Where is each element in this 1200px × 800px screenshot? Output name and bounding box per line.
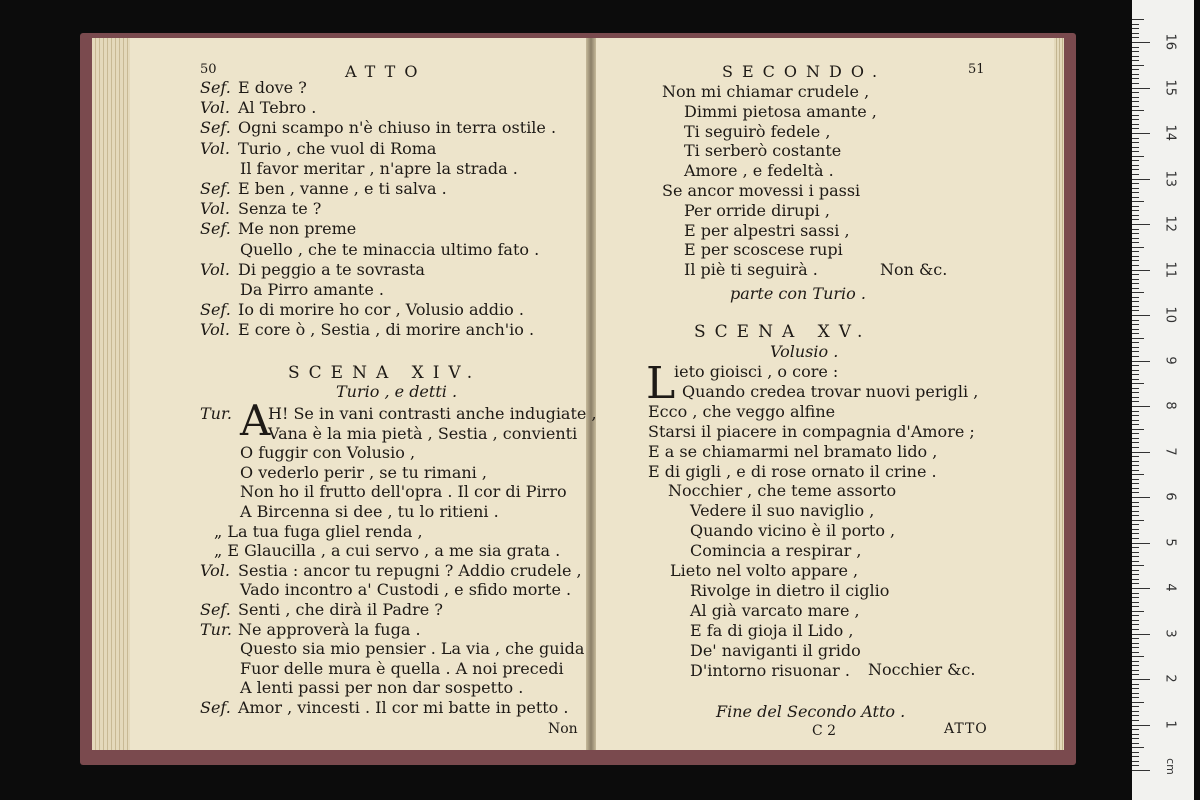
ruler-tick	[1132, 602, 1139, 603]
ruler-tick	[1132, 74, 1139, 75]
ruler-number: 16	[1162, 33, 1178, 51]
end-note: Fine del Secondo Atto .	[716, 702, 906, 721]
verse-line: E per alpestri sassi ,	[684, 220, 850, 240]
ruler-tick	[1132, 297, 1139, 298]
ruler-tick	[1132, 647, 1139, 648]
ruler-tick	[1132, 28, 1139, 29]
ruler-tick	[1132, 606, 1139, 607]
ruler-tick	[1132, 515, 1139, 516]
ruler-tick	[1132, 438, 1139, 439]
verse-line: Se ancor movessi i passi	[662, 181, 861, 200]
ruler-tick	[1132, 688, 1139, 689]
ruler-tick	[1132, 101, 1139, 102]
ruler-tick	[1132, 392, 1139, 393]
ruler-tick	[1132, 624, 1139, 625]
speaker-label: Sef.	[200, 600, 231, 619]
dialogue-line: Non ho il frutto dell'opra . Il cor di Pirro	[240, 482, 567, 502]
ruler-tick	[1132, 520, 1144, 521]
speaker-label: Vol.	[200, 560, 230, 580]
verse-line: Rivolge in dietro il ciglio	[690, 580, 890, 600]
dialogue-line: „ La tua fuga gliel renda ,	[214, 521, 423, 541]
ruler-tick	[1132, 643, 1139, 644]
ruler-tick	[1132, 338, 1144, 339]
ruler-tick	[1132, 429, 1144, 430]
ruler-number: 10	[1162, 306, 1178, 324]
left-running-head: ATTO	[345, 62, 427, 81]
ruler-number: 14	[1162, 124, 1178, 142]
ruler-tick	[1132, 697, 1139, 698]
verse-line: Il piè ti seguirà .	[684, 260, 818, 280]
verse-line: Ti seguirò fedele ,	[684, 121, 831, 141]
ruler-tick	[1132, 37, 1139, 38]
ruler-tick	[1132, 574, 1139, 575]
ruler-tick	[1132, 547, 1139, 548]
verse-line: Amore , e fedeltà .	[684, 161, 834, 181]
ruler-tick	[1132, 479, 1139, 480]
ruler-tick	[1132, 597, 1139, 598]
ruler-tick	[1132, 133, 1150, 134]
ruler-tick	[1132, 165, 1139, 166]
ruler-tick	[1132, 656, 1144, 657]
ruler-tick	[1132, 160, 1139, 161]
ruler-tick	[1132, 274, 1139, 275]
ruler-tick	[1132, 42, 1150, 43]
ruler-tick	[1132, 629, 1139, 630]
ruler-tick	[1132, 233, 1139, 234]
left-scene-title: SCENA XIV.	[288, 363, 482, 383]
dialogue-line: Ogni scampo n'è chiuso in terra ostile .	[238, 118, 557, 138]
ruler-tick	[1132, 110, 1144, 111]
left-catchword: Non	[548, 721, 578, 737]
ruler-tick	[1132, 770, 1150, 771]
ruler-tick	[1132, 634, 1150, 635]
dialogue-line: Me non preme	[238, 219, 357, 239]
dialogue-line: O fuggir con Volusio ,	[240, 443, 416, 463]
ruler-tick	[1132, 506, 1139, 507]
drop-cap-speaker: Tur.	[200, 404, 232, 423]
ruler-number: 7	[1162, 446, 1178, 456]
ruler-tick	[1132, 524, 1139, 525]
measuring-ruler	[1132, 0, 1194, 800]
ruler-tick	[1132, 747, 1144, 748]
ruler-tick	[1132, 579, 1139, 580]
ruler-tick	[1132, 711, 1139, 712]
dialogue-line: H! Se in vani contrasti anche indugiate ,	[268, 404, 597, 423]
dialogue-line: Questo sia mio pensier . La via , che guida	[240, 639, 585, 659]
verse-line: Non mi chiamar crudele ,	[662, 82, 870, 101]
ruler-tick	[1132, 720, 1139, 721]
dialogue-line: A Bircenna si dee , tu lo ritieni .	[240, 502, 499, 521]
ruler-tick	[1132, 752, 1139, 753]
ruler-tick	[1132, 306, 1139, 307]
ruler-tick	[1132, 420, 1139, 421]
ruler-tick	[1132, 270, 1150, 271]
ruler-tick	[1132, 552, 1139, 553]
ruler-tick	[1132, 169, 1139, 170]
verse-line: Quando credea trovar nuovi perigli ,	[682, 381, 979, 401]
ruler-tick	[1132, 138, 1139, 139]
speaker-label: Vol.	[200, 199, 230, 219]
ruler-tick	[1132, 151, 1139, 152]
ruler-tick	[1132, 192, 1139, 193]
ruler-tick	[1132, 256, 1139, 257]
ruler-number: 1	[1162, 719, 1178, 729]
ruler-tick	[1132, 247, 1144, 248]
ruler-tick	[1132, 215, 1139, 216]
ruler-tick	[1132, 765, 1139, 766]
ruler-tick	[1132, 497, 1150, 498]
speaker-label: Sef.	[200, 78, 231, 97]
ruler-number: 2	[1162, 674, 1178, 683]
ruler-tick	[1132, 679, 1150, 680]
ruler-tick	[1132, 465, 1139, 466]
dialogue-line: Il favor meritar , n'apre la strada .	[240, 158, 518, 178]
dialogue-line: Fuor delle mura è quella . A noi precedi	[240, 658, 564, 678]
ruler-tick	[1132, 92, 1139, 93]
ruler-tick	[1132, 279, 1139, 280]
ruler-tick	[1132, 206, 1139, 207]
book-gutter	[586, 38, 596, 750]
ruler-tick	[1132, 693, 1139, 694]
dialogue-line: E dove ?	[238, 78, 307, 97]
left-scene-cast: Turio , e detti .	[336, 382, 458, 401]
ruler-number: 8	[1162, 401, 1178, 410]
speaker-label: Vol.	[200, 138, 230, 158]
ruler-number: 3	[1162, 628, 1178, 638]
ruler-tick	[1132, 292, 1144, 293]
ruler-tick	[1132, 201, 1144, 202]
ruler-tick	[1132, 106, 1139, 107]
signature-mark: C 2	[812, 723, 837, 739]
ruler-tick	[1132, 756, 1139, 757]
verse-line: Comincia a respirar ,	[690, 541, 862, 561]
ruler-tick	[1132, 543, 1150, 544]
dialogue-line: O vederlo perir , se tu rimani ,	[240, 462, 487, 482]
ruler-tick	[1132, 56, 1139, 57]
dialogue-line: Vado incontro a' Custodi , e sfido morte .	[240, 580, 572, 600]
ruler-tick	[1132, 483, 1139, 484]
speaker-label: Vol.	[200, 320, 230, 340]
ruler-tick	[1132, 570, 1139, 571]
ruler-unit: cm	[1163, 758, 1177, 775]
ruler-tick	[1132, 324, 1139, 325]
page-edges-left	[92, 38, 132, 750]
ruler-tick	[1132, 415, 1139, 416]
right-running-head: SECONDO.	[722, 62, 887, 81]
ruler-tick	[1132, 738, 1139, 739]
ruler-tick	[1132, 411, 1139, 412]
speaker-label: Tur.	[200, 619, 232, 639]
ruler-tick	[1132, 611, 1144, 612]
speaker-label: Sef.	[200, 179, 231, 198]
ruler-number: 11	[1162, 261, 1178, 278]
ruler-tick	[1132, 310, 1139, 311]
verse-line: Vedere il suo naviglio ,	[690, 501, 875, 521]
dialogue-line: Quello , che te minaccia ultimo fato .	[240, 239, 540, 259]
ruler-tick	[1132, 715, 1139, 716]
ruler-tick	[1132, 502, 1139, 503]
verse-line: D'intorno risuonar .	[690, 660, 850, 680]
ruler-tick	[1132, 65, 1144, 66]
ruler-tick	[1132, 188, 1139, 189]
dialogue-line: Senti , che dirà il Padre ?	[238, 600, 443, 619]
ruler-tick	[1132, 342, 1139, 343]
ruler-tick	[1132, 115, 1139, 116]
ruler-tick	[1132, 397, 1139, 398]
ruler-tick	[1132, 615, 1139, 616]
verse-line: ieto gioisci , o core :	[674, 362, 839, 381]
ruler-tick	[1132, 315, 1150, 316]
dialogue-line: Di peggio a te sovrasta	[238, 259, 425, 279]
ruler-tick	[1132, 433, 1139, 434]
ruler-tick	[1132, 593, 1139, 594]
ruler-tick	[1132, 447, 1139, 448]
ruler-tick	[1132, 156, 1144, 157]
ruler-tick	[1132, 406, 1150, 407]
ruler-tick	[1132, 725, 1150, 726]
ruler-tick	[1132, 474, 1144, 475]
verse-line: Lieto nel volto appare ,	[670, 561, 859, 580]
ruler-tick	[1132, 83, 1139, 84]
ruler-tick	[1132, 620, 1139, 621]
ruler-tick	[1132, 379, 1139, 380]
ruler-tick	[1132, 670, 1139, 671]
ruler-tick	[1132, 729, 1139, 730]
ruler-tick	[1132, 229, 1139, 230]
ruler-tick	[1132, 661, 1139, 662]
ruler-tick	[1132, 288, 1139, 289]
ruler-tick	[1132, 224, 1150, 225]
ruler-tick	[1132, 320, 1139, 321]
ruler-number: 9	[1162, 355, 1178, 365]
ruler-tick	[1132, 351, 1139, 352]
speaker-label: Vol.	[200, 259, 230, 279]
dialogue-line: Io di morire ho cor , Volusio addio .	[238, 300, 524, 320]
verse-line: De' naviganti il grido	[690, 640, 861, 660]
verse-line: E per scoscese rupi	[684, 240, 843, 260]
dialogue-line: Vana è la mia pietà , Sestia , convienti	[268, 423, 578, 443]
ruler-tick	[1132, 119, 1139, 120]
verse-line: E di gigli , e di rose ornato il crine .	[648, 461, 937, 481]
ruler-number: 12	[1162, 215, 1178, 233]
dialogue-line: Ne approverà la fuga .	[238, 619, 421, 639]
ruler-tick	[1132, 424, 1139, 425]
speaker-label: Sef.	[200, 698, 231, 717]
ruler-tick	[1132, 492, 1139, 493]
dialogue-line: Da Pirro amante .	[240, 280, 384, 299]
dialogue-line: Amor , vincesti . Il cor mi batte in petto .	[238, 698, 569, 717]
ruler-tick	[1132, 442, 1139, 443]
ruler-tick	[1132, 283, 1139, 284]
ruler-tick	[1132, 452, 1150, 453]
ruler-tick	[1132, 401, 1139, 402]
dialogue-line: Sestia : ancor tu repugni ? Addio crudele ,	[238, 560, 582, 580]
ruler-tick	[1132, 238, 1139, 239]
ruler-tick	[1132, 652, 1139, 653]
page-edges-right	[1054, 38, 1064, 750]
speaker-label: Sef.	[200, 300, 231, 320]
ruler-tick	[1132, 60, 1139, 61]
ruler-tick	[1132, 538, 1139, 539]
speaker-label: Sef.	[200, 118, 231, 138]
verse-line: Ecco , che veggo alfine	[648, 401, 836, 421]
ruler-tick	[1132, 88, 1150, 89]
dialogue-line: „ E Glaucilla , a cui servo , a me sia grata .	[214, 541, 561, 561]
cue-2: Nocchier &c.	[868, 660, 976, 679]
verse-line: Dimmi pietosa amante ,	[684, 101, 877, 121]
ruler-tick	[1132, 702, 1144, 703]
ruler-number: 4	[1162, 583, 1178, 592]
ruler-tick	[1132, 388, 1139, 389]
ruler-tick	[1132, 533, 1139, 534]
ruler-tick	[1132, 147, 1139, 148]
ruler-tick	[1132, 47, 1139, 48]
verse-line: E fa di gioja il Lido ,	[690, 620, 854, 640]
ruler-tick	[1132, 265, 1139, 266]
ruler-tick	[1132, 565, 1144, 566]
verse-line: Al già varcato mare ,	[690, 600, 860, 620]
ruler-tick	[1132, 583, 1139, 584]
ruler-tick	[1132, 356, 1139, 357]
ruler-tick	[1132, 329, 1139, 330]
verse-line: Nocchier , che teme assorto	[668, 481, 897, 501]
dialogue-line: A lenti passi per non dar sospetto .	[240, 678, 524, 698]
speaker-label: Sef.	[200, 219, 231, 239]
ruler-tick	[1132, 556, 1139, 557]
verse-line: E a se chiamarmi nel bramato lido ,	[648, 441, 938, 461]
ruler-tick	[1132, 242, 1139, 243]
ruler-tick	[1132, 51, 1139, 52]
dialogue-line: E core ò , Sestia , di morire anch'io .	[238, 320, 535, 340]
ruler-tick	[1132, 251, 1139, 252]
right-scene-cast: Volusio .	[770, 342, 839, 361]
dialogue-line: E ben , vanne , e ti salva .	[238, 179, 447, 198]
ruler-tick	[1132, 370, 1139, 371]
ruler-tick	[1132, 174, 1139, 175]
ruler-tick	[1132, 638, 1139, 639]
ruler-tick	[1132, 734, 1139, 735]
ruler-number: 13	[1162, 170, 1178, 187]
ruler-tick	[1132, 19, 1144, 20]
ruler-number: 15	[1162, 79, 1178, 96]
ruler-tick	[1132, 488, 1139, 489]
ruler-tick	[1132, 260, 1139, 261]
verse-line: Quando vicino è il porto ,	[690, 521, 896, 541]
dialogue-line: Turio , che vuol di Roma	[238, 138, 437, 158]
ruler-tick	[1132, 197, 1139, 198]
right-scene-title: SCENA XV.	[694, 322, 872, 342]
ruler-tick	[1132, 210, 1139, 211]
ruler-tick	[1132, 743, 1139, 744]
drop-cap-a: A	[240, 396, 271, 445]
dialogue-line: Senza te ?	[238, 199, 322, 219]
ruler-tick	[1132, 333, 1139, 334]
ruler-tick	[1132, 761, 1139, 762]
ruler-tick	[1132, 33, 1139, 34]
ruler-number: 5	[1162, 537, 1178, 547]
ruler-tick	[1132, 374, 1139, 375]
ruler-tick	[1132, 665, 1139, 666]
ruler-tick	[1132, 347, 1139, 348]
ruler-tick	[1132, 684, 1139, 685]
ruler-tick	[1132, 183, 1139, 184]
ruler-tick	[1132, 179, 1150, 180]
exit-note: parte con Turio .	[730, 284, 866, 303]
dialogue-line: Al Tebro .	[238, 98, 317, 118]
ruler-tick	[1132, 383, 1144, 384]
verse-line: Starsi il piacere in compagnia d'Amore ;	[648, 421, 975, 441]
right-catchword: ATTO	[944, 721, 988, 737]
speaker-label: Vol.	[200, 98, 230, 118]
ruler-tick	[1132, 142, 1139, 143]
right-page-number: 51	[968, 62, 985, 77]
ruler-tick	[1132, 97, 1139, 98]
ruler-tick	[1132, 529, 1139, 530]
ruler-tick	[1132, 24, 1139, 25]
cue-1: Non &c.	[880, 260, 948, 279]
ruler-tick	[1132, 128, 1139, 129]
ruler-tick	[1132, 461, 1139, 462]
ruler-tick	[1132, 588, 1150, 589]
ruler-number: 6	[1162, 492, 1178, 501]
ruler-tick	[1132, 365, 1139, 366]
ruler-tick	[1132, 361, 1150, 362]
ruler-tick	[1132, 456, 1139, 457]
ruler-tick	[1132, 674, 1139, 675]
ruler-tick	[1132, 78, 1139, 79]
drop-cap-l: L	[646, 358, 676, 409]
ruler-tick	[1132, 69, 1139, 70]
verse-line: Ti serberò costante	[684, 141, 842, 161]
ruler-tick	[1132, 301, 1139, 302]
ruler-tick	[1132, 706, 1139, 707]
ruler-tick	[1132, 511, 1139, 512]
ruler-tick	[1132, 470, 1139, 471]
ruler-tick	[1132, 561, 1139, 562]
ruler-tick	[1132, 219, 1139, 220]
verse-line: Per orride dirupi ,	[684, 200, 830, 220]
left-page-number: 50	[200, 62, 217, 77]
ruler-tick	[1132, 124, 1139, 125]
